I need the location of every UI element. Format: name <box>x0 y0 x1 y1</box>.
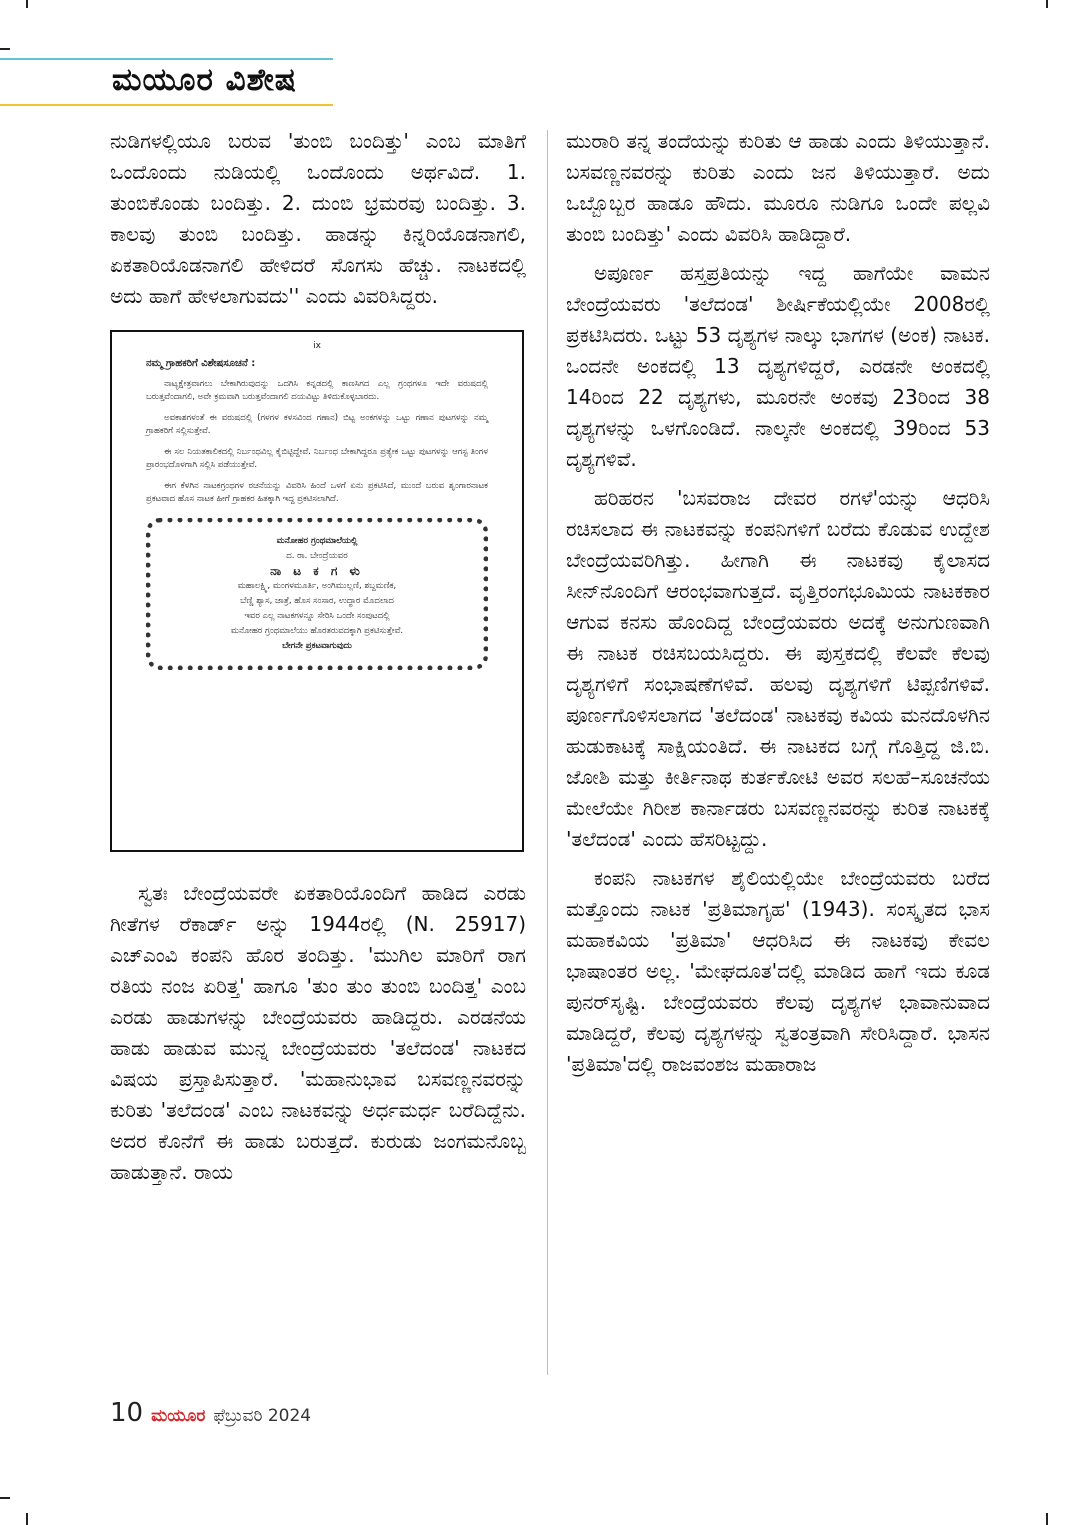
scan-frame-line: ನಾ ಟ ಕ ಗ ಳು <box>270 564 364 578</box>
issue-date: ಫೆಬ್ರುವರಿ 2024 <box>213 1406 312 1426</box>
scan-advert-frame <box>146 518 488 670</box>
scan-paragraph: ನಾಟ್ಯಕ್ಷೇತ್ರವಾಗಲು ಬೇಕಾಗಿರುವುದನ್ನು ಒದಗಿಸಿ ಕನ್ನಡದಲ್ಲಿ ಕಾಣಸಿಗದ ಎಲ್ಲ ಗ್ರಂಥಗಳೂ ಇದೇ ವರುಷದಲ್ಲಿ ಬರುತ್ತವೆಂದಾಗಲಿ, ಅವೇ ಕ್ರಮವಾಗಿ ಬರುತ್ತವೆಂದಾಗಲಿ ದಯವಿಟ್ಟು ತಿಳಿದುಕೊಳ್ಳಬಾರದು. <box>146 379 488 402</box>
scan-frame-line: ಬೇಗನೇ ಪ್ರಕಟವಾಗುವುದು <box>282 641 352 651</box>
crop-mark <box>26 1513 28 1525</box>
paragraph: ಹರಿಹರನ 'ಬಸವರಾಜ ದೇವರ ರಗಳೆ'ಯನ್ನು ಆಧರಿಸಿ ರಚಿಸಲಾದ ಈ ನಾಟಕವನ್ನು ಕಂಪನಿಗಳಿಗೆ ಬರೆದು ಕೊಡುವ ಉದ್ದೇಶ ಬೇಂದ್ರೆಯವರಿಗಿತ್ತು. ಹೀಗಾಗಿ ಈ ನಾಟಕವು ಕೈಲಾಸದ ಸೀನ್‌ನೊಂದಿಗೆ ಆರಂಭವಾಗುತ್ತದೆ. ವೃತ್ತಿರಂಗಭೂಮಿಯ ನಾಟಕಕಾರ ಆಗುವ ಕನಸು ಹೊಂದಿದ್ದ ಬೇಂದ್ರೆಯವರು ಅದಕ್ಕೆ ಅನುಗುಣವಾಗಿ ಈ ನಾಟಕ ರಚಿಸಬಯಸಿದ್ದರು. ಈ ಪುಸ್ತಕದಲ್ಲಿ ಕೆಲವೇ ಕೆಲವು ದೃಶ್ಯಗಳಿಗೆ ಸಂಭಾಷಣೆಗಳಿವೆ. ಹಲವು ದೃಶ್ಯಗಳಿಗೆ ಟಿಪ್ಪಣಿಗಳಿವೆ. ಪೂರ್ಣಗೊಳಿಸಲಾಗದ 'ತಲೆದಂಡ' ನಾಟಕವು ಕವಿಯ ಮನದೊಳಗಿನ ಹುಡುಕಾಟಕ್ಕೆ ಸಾಕ್ಷಿಯಂತಿದೆ. ಈ ನಾಟಕದ ಬಗ್ಗೆ ಗೊತ್ತಿದ್ದ ಜಿ.ಬಿ. ಜೋಶಿ ಮತ್ತು ಕೀರ್ತಿನಾಥ ಕುರ್ತಕೋಟಿ ಅವರ ಸಲಹೆ–ಸೂಚನೆಯ ಮೇಲೆಯೇ ಗಿರೀಶ ಕಾರ್ನಾಡರು ಬಸವಣ್ಣನವರನ್ನು ಕುರಿತ ನಾಟಕಕ್ಕೆ 'ತಲೆದಂಡ' ಎಂದು ಹೆಸರಿಟ್ಟದ್ದು. <box>566 486 990 851</box>
scan-frame-line: ದ. ರಾ. ಬೇಂದ್ರೆಯವರ <box>286 551 348 561</box>
scan-frame-line: ಮನೋಹರ ಗ್ರಂಥಮಾಲೆಯಲ್ಲಿ <box>276 536 358 546</box>
header-rule-top <box>0 58 333 60</box>
magazine-logo: ಮಯೂರ <box>151 1406 206 1426</box>
scan-page-number: ix <box>313 341 321 351</box>
paragraph: ಸ್ವತಃ ಬೇಂದ್ರೆಯವರೇ ಏಕತಾರಿಯೊಂದಿಗೆ ಹಾಡಿದ ಎರಡು ಗೀತೆಗಳ ರೆಕಾರ್ಡ್ ಅನ್ನು 1944ರಲ್ಲಿ (N. 25917) ಎಚ್‌ಎಂವಿ ಕಂಪನಿ ಹೊರ ತಂದಿತ್ತು. 'ಮುಗಿಲ ಮಾರಿಗೆ ರಾಗ ರತಿಯ ನಂಜ ಏರಿತ್ತ' ಹಾಗೂ 'ತುಂ ತುಂ ತುಂಬಿ ಬಂದಿತ್ತ' ಎಂಬ ಎರಡು ಹಾಡುಗಳನ್ನು ಬೇಂದ್ರೆಯವರು ಹಾಡಿದ್ದರು. ಎರಡನೆಯ ಹಾಡು ಹಾಡುವ ಮುನ್ನ ಬೇಂದ್ರೆಯವರು 'ತಲೆದಂಡ' ನಾಟಕದ ವಿಷಯ ಪ್ರಸ್ತಾಪಿಸುತ್ತಾರೆ. 'ಮಹಾನುಭಾವ ಬಸವಣ್ಣನವರನ್ನು ಕುರಿತು 'ತಲೆದಂಡ' ಎಂಬ ನಾಟಕವನ್ನು ಅರ್ಧಮರ್ಧ ಬರೆದಿದ್ದೆನು. ಅದರ ಕೊನೆಗೆ ಈ ಹಾಡು ಬರುತ್ತದೆ. ಕುರುಡು ಜಂಗಮನೊಬ್ಬ ಹಾಡುತ್ತಾನೆ. ರಾಯ <box>110 881 526 1184</box>
page-footer <box>110 1398 311 1428</box>
scan-frame-line: ಮಹಾಲಕ್ಷ್ಮಿ, ಮಂಗಳಮೂರ್ತಿ, ಅಂಗಿಮುಲ್ಲಣಿ, ಶಬ್ದಮಣಿಕ, <box>237 581 397 591</box>
left-column <box>110 126 526 1196</box>
scan-heading: ನಮ್ಮ ಗ್ರಾಹಕರಿಗೆ ವಿಶೇಷಸೂಚನೆ : <box>146 358 256 369</box>
scan-paragraph: ಈಗ ಕೆಳಗಿನ ನಾಟಕಗ್ರಂಥಗಳ ರಚನೆಯನ್ನು ವಿವರಿಸಿ ಹಿಂದೆ ಒಳಗೆ ಏನು ಪ್ರಕಟಿಸಿದೆ, ಮುಂದೆ ಬರುವ ಶೃಂಗಾರನಾಟಕ ಪ್ರಕಟವಾದ ಹೊಸ ನಾಟಕ ಹೀಗೆ ಗ್ರಾಹಕರ ಹಿತಕ್ಕಾಗಿ ಇದ್ದ ಪ್ರಕಟಿಸಲಾಗಿದೆ. <box>146 481 488 504</box>
header-rule-bottom <box>0 104 333 106</box>
column-divider <box>547 130 548 1375</box>
crop-mark <box>1046 1513 1048 1525</box>
scan-paragraph: ಅವಕಾಶಗಳಂತೆ ಈ ವರುಷದಲ್ಲಿ (ಗಳಗಳ ಕಳಸವಿಂದ ಗಣಾನ) ಬಿಟ್ಟ ಅಂಕಗಳನ್ನು ಒಟ್ಟು ಗಣಾನ ಪುಟಗಳನ್ನು ನಮ್ಮ ಗ್ರಾಹಕರಿಗೆ ಸಲ್ಲಿಸುತ್ತೇವೆ. <box>146 413 488 436</box>
section-title: ಮಯೂರ ವಿಶೇಷ <box>112 62 297 98</box>
scan-paragraph: ಈ ಸಲ ನಿಯತಕಾಲಿಕದಲ್ಲಿ ನಿರ್ಬಂಧವಿಲ್ಲ ಕೈಬಿಟ್ಟಿದ್ದೇವೆ. ನಿರ್ಬಂಧ ಬೇಕಾಗಿದ್ದರೂ ಪ್ರತ್ಯೇಕ ಒಟ್ಟು ಪುಟಗಳನ್ನು ಆಗಸ್ಟ ತಿಂಗಳ ಪ್ರಾರಂಭದೊಳಗಾಗಿ ಸಲ್ಲಿಸಿ ಪಡೆಯುತ್ತೇವೆ. <box>146 447 488 470</box>
paragraph: ನುಡಿಗಳಲ್ಲಿಯೂ ಬರುವ 'ತುಂಬಿ ಬಂದಿತ್ತು' ಎಂಬ ಮಾತಿಗೆ ಒಂದೊಂದು ನುಡಿಯಲ್ಲಿ ಒಂದೊಂದು ಅರ್ಥವಿದೆ. 1. ತುಂಬಿಕೊಂಡು ಬಂದಿತ್ತು. 2. ದುಂಬಿ ಭ್ರಮರವು ಬಂದಿತ್ತು. 3. ಕಾಲವು ತುಂಬಿ ಬಂದಿತ್ತು. ಹಾಡನ್ನು ಕಿನ್ನರಿಯೊಡನಾಗಲಿ, ಏಕತಾರಿಯೊಡನಾಗಲಿ ಹೇಳಿದರೆ ಸೊಗಸು ಹೆಚ್ಚು. ನಾಟಕದಲ್ಲಿ ಅದು ಹಾಗೆ ಹೇಳಲಾಗುವದು'' ಎಂದು ವಿವರಿಸಿದ್ದರು. <box>110 129 526 308</box>
crop-mark <box>0 48 10 50</box>
crop-mark <box>0 1497 10 1499</box>
scan-frame-line: ಮನೋಹರ ಗ್ರಂಥಮಾಲೆಯು ಹೊರತರುವದಕ್ಕಾಗಿ ಪ್ರಕಟಿಸುತ್ತೇವೆ. <box>230 626 404 636</box>
scan-frame-line: ಬೆಣ್ಣಿ ಶ್ಯಾಸ, ಜಾತ್ರೆ, ಹೊಸ ಸಂಸಾರ, ಉದ್ಧಾರ ಮೊದಲಾದ <box>240 596 394 606</box>
paragraph: ಅಪೂರ್ಣ ಹಸ್ತಪ್ರತಿಯನ್ನು ಇದ್ದ ಹಾಗೆಯೇ ವಾಮನ ಬೇಂದ್ರೆಯವರು 'ತಲೆದಂಡ' ಶೀರ್ಷಿಕೆಯಲ್ಲಿಯೇ 2008ರಲ್ಲಿ ಪ್ರಕಟಿಸಿದರು. ಒಟ್ಟು 53 ದೃಶ್ಯಗಳ ನಾಲ್ಕು ಭಾಗಗಳ (ಅಂಕ) ನಾಟಕ. ಒಂದನೇ ಅಂಕದಲ್ಲಿ 13 ದೃಶ್ಯಗಳಿದ್ದರೆ, ಎರಡನೇ ಅಂಕದಲ್ಲಿ 14ರಿಂದ 22 ದೃಶ್ಯಗಳು, ಮೂರನೇ ಅಂಕವು 23ರಿಂದ 38 ದೃಶ್ಯಗಳನ್ನು ಒಳಗೊಂಡಿದೆ. ನಾಲ್ಕನೇ ಅಂಕದಲ್ಲಿ 39ರಿಂದ 53 ದೃಶ್ಯಗಳಿವೆ. <box>566 261 990 471</box>
scanned-page-image <box>110 330 524 852</box>
page-number: 10 <box>110 1398 144 1428</box>
paragraph: ಕಂಪನಿ ನಾಟಕಗಳ ಶೈಲಿಯಲ್ಲಿಯೇ ಬೇಂದ್ರೆಯವರು ಬರೆದ ಮತ್ತೊಂದು ನಾಟಕ 'ಪ್ರತಿಮಾಗೃಹ' (1943). ಸಂಸ್ಕೃತದ ಭಾಸ ಮಹಾಕವಿಯ 'ಪ್ರತಿಮಾ' ಆಧರಿಸಿದ ಈ ನಾಟಕವು ಕೇವಲ ಭಾಷಾಂತರ ಅಲ್ಲ. 'ಮೇಘದೂತ'ದಲ್ಲಿ ಮಾಡಿದ ಹಾಗೆ ಇದು ಕೂಡ ಪುನರ್‌ಸೃಷ್ಟಿ. ಬೇಂದ್ರೆಯವರು ಕೆಲವು ದೃಶ್ಯಗಳ ಭಾವಾನುವಾದ ಮಾಡಿದ್ದರೆ, ಕೆಲವು ದೃಶ್ಯಗಳನ್ನು ಸ್ವತಂತ್ರವಾಗಿ ಸೇರಿಸಿದ್ದಾರೆ. ಭಾಸನ 'ಪ್ರತಿಮಾ'ದಲ್ಲಿ ರಾಜವಂಶಜ ಮಹಾರಾಜ <box>566 866 990 1076</box>
paragraph: ಮುರಾರಿ ತನ್ನ ತಂದೆಯನ್ನು ಕುರಿತು ಆ ಹಾಡು ಎಂದು ತಿಳಿಯುತ್ತಾನೆ. ಬಸವಣ್ಣನವರನ್ನು ಕುರಿತು ಎಂದು ಜನ ತಿಳಿಯುತ್ತಾರೆ. ಅದು ಒಬ್ಬೊಬ್ಬರ ಹಾಡೂ ಹೌದು. ಮೂರೂ ನುಡಿಗೂ ಒಂದೇ ಪಲ್ಲವಿ ತುಂಬಿ ಬಂದಿತ್ತು' ಎಂದು ವಿವರಿಸಿ ಹಾಡಿದ್ದಾರೆ. <box>566 129 990 246</box>
crop-mark <box>26 0 28 8</box>
crop-mark <box>1046 0 1048 8</box>
right-column <box>566 126 990 1088</box>
scan-frame-line: ಇವರ ಎಲ್ಲ ನಾಟಕಗಳನ್ನೂ ಸೇರಿಸಿ ಒಂದೇ ಸಂಪುಟದಲ್ಲಿ <box>244 611 390 621</box>
